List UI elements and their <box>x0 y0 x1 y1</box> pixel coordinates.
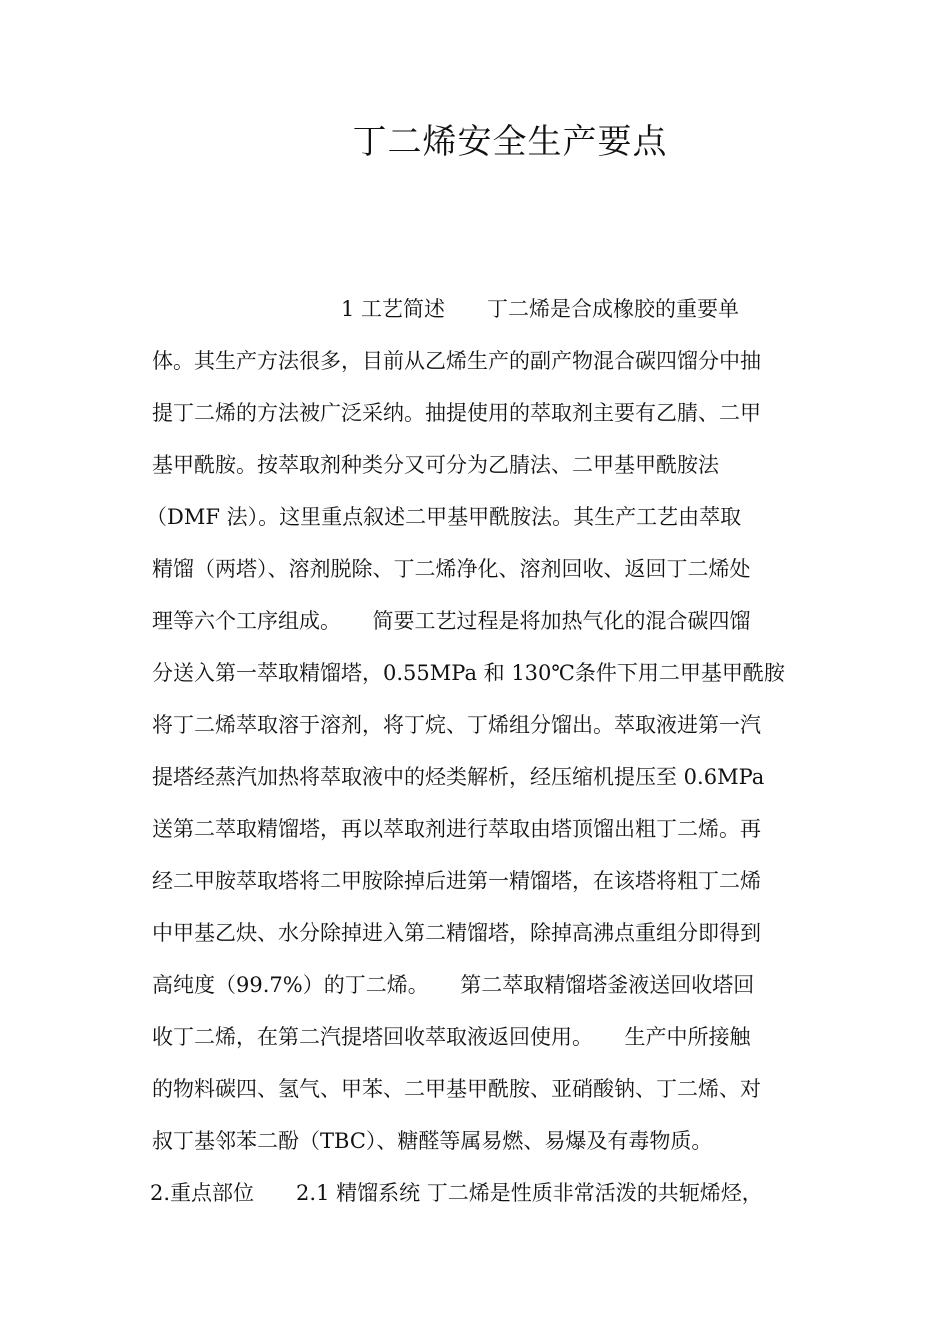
body-line: 将丁二烯萃取溶于溶剂，将丁烷、丁烯组分馏出。萃取液进第一汽 <box>152 713 761 737</box>
body-line: 精馏（两塔）、溶剂脱除、丁二烯净化、溶剂回收、返回丁二烯处 <box>152 557 751 581</box>
body-line: 基甲酰胺。按萃取剂种类分又可分为乙腈法、二甲基甲酰胺法 <box>152 453 719 477</box>
body-line: 高纯度（99.7%）的丁二烯。 第二萃取精馏塔釜液送回收塔回 <box>152 973 755 997</box>
body-line: 理等六个工序组成。 简要工艺过程是将加热气化的混合碳四馏 <box>152 609 751 633</box>
body-line: 体。其生产方法很多，目前从乙烯生产的副产物混合碳四馏分中抽 <box>152 349 761 373</box>
body-line: 提塔经蒸汽加热将萃取液中的烃类解析，经压缩机提压至 0.6MPa <box>152 765 765 789</box>
body-line: 提丁二烯的方法被广泛采纳。抽提使用的萃取剂主要有乙腈、二甲 <box>152 401 761 425</box>
body-line: （DMF 法）。这里重点叙述二甲基甲酰胺法。其生产工艺由萃取 <box>146 505 742 529</box>
body-line: 分送入第一萃取精馏塔，0.55MPa 和 130℃条件下用二甲基甲酰胺 <box>152 661 785 685</box>
body-line: 经二甲胺萃取塔将二甲胺除掉后进第一精馏塔，在该塔将粗丁二烯 <box>152 869 761 893</box>
body-line: 送第二萃取精馏塔，再以萃取剂进行萃取由塔顶馏出粗丁二烯。再 <box>152 817 761 841</box>
body-line: 的物料碳四、氢气、甲苯、二甲基甲酰胺、亚硝酸钠、丁二烯、对 <box>152 1077 761 1101</box>
body-line: 中甲基乙炔、水分除掉进入第二精馏塔，除掉高沸点重组分即得到 <box>152 921 761 945</box>
body-line: 1 工艺简述 丁二烯是合成橡胶的重要单 <box>341 297 740 321</box>
document-title: 丁二烯安全生产要点 <box>352 122 668 162</box>
body-line: 收丁二烯，在第二汽提塔回收萃取液返回使用。 生产中所接触 <box>152 1025 751 1049</box>
body-line: 叔丁基邻苯二酚（TBC）、糖醛等属易燃、易爆及有毒物质。 <box>152 1129 713 1153</box>
body-line: 2.重点部位 2.1 精馏系统 丁二烯是性质非常活泼的共轭烯烃， <box>150 1181 763 1205</box>
